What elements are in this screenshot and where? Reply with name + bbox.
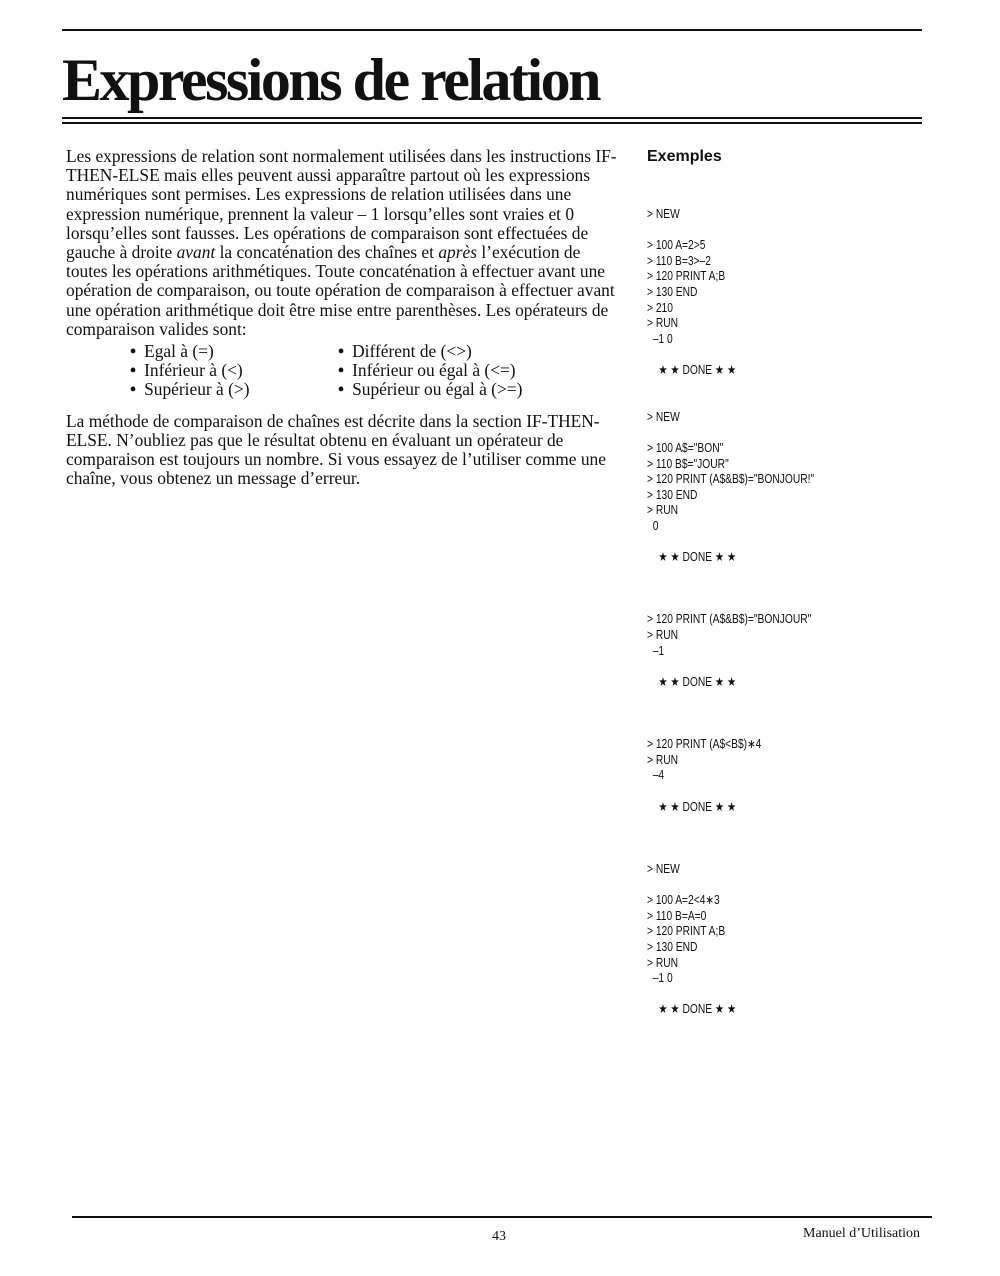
- code-line: –1 0: [647, 971, 673, 986]
- code-line: [647, 784, 885, 800]
- operators-column-right: [338, 342, 522, 400]
- operator-item: • Supérieur à (>): [130, 380, 338, 399]
- code-line: > 120 PRINT (A$&B$)="BONJOUR": [647, 612, 812, 627]
- code-line: [647, 690, 885, 706]
- code-line: > 130 END: [647, 284, 698, 299]
- code-line: > 100 A=2<4∗3: [647, 893, 720, 908]
- code-line: [647, 706, 885, 722]
- code-line: [647, 425, 885, 441]
- top-rule: [62, 29, 922, 31]
- operator-item: • Inférieur ou égal à (<=): [338, 361, 522, 380]
- code-line: ★ ★ DONE ★ ★: [647, 674, 737, 689]
- code-line: > RUN: [647, 752, 679, 767]
- code-line: > 130 END: [647, 939, 698, 954]
- operators-list: [66, 342, 626, 400]
- code-line: > NEW: [647, 409, 680, 424]
- code-line: > 110 B=A=0: [647, 908, 707, 923]
- code-line: [647, 566, 885, 582]
- page-title: Expressions de relation: [62, 47, 600, 113]
- code-line: [647, 597, 885, 613]
- code-line: > 120 PRINT (A$&B$)="BONJOUR!": [647, 472, 815, 487]
- intro-text-c: l’exécution de toutes les opérations arithmétiques. Toute concaténation à effectuer avant une opération de comparaison, ou toute opération de comparaison à effectuer avant une opération arithmétique doit être mise entre parenthèses. Les opérateurs de comparaison valides sont:: [66, 242, 615, 339]
- code-line: ★ ★ DONE ★ ★: [647, 550, 737, 565]
- code-line: [647, 379, 885, 395]
- code-line: [647, 223, 885, 239]
- code-line: [647, 534, 885, 550]
- code-line: ★ ★ DONE ★ ★: [647, 799, 737, 814]
- code-line: > 110 B=3>–2: [647, 253, 711, 268]
- code-line: > 210: [647, 300, 673, 315]
- code-line: > RUN: [647, 955, 679, 970]
- emphasis-avant: avant: [176, 242, 216, 263]
- code-line: ★ ★ DONE ★ ★: [647, 362, 737, 377]
- footer-rule: [72, 1216, 932, 1218]
- code-line: > 120 PRINT A;B: [647, 924, 726, 939]
- title-double-rule-lower: [62, 122, 922, 124]
- code-line: 0: [647, 518, 659, 533]
- operator-item: • Supérieur ou égal à (>=): [338, 380, 522, 399]
- code-line: [647, 347, 885, 363]
- closing-paragraph: La méthode de comparaison de chaînes est décrite dans la section IF-THEN-ELSE. N’oubliez pas que le résultat obtenu en évaluant un opérateur de comparaison est toujours un nombre. Si vous essayez de l’utiliser comme une chaîne, vous obtenez un message d’erreur.: [66, 410, 606, 489]
- code-line: > 130 END: [647, 487, 698, 502]
- code-line: > 110 B$="JOUR": [647, 456, 729, 471]
- operator-item: • Egal à (=): [130, 342, 338, 361]
- code-line: > 100 A=2>5: [647, 238, 706, 253]
- code-line: [647, 394, 885, 410]
- manual-name: Manuel d’Utilisation: [803, 1226, 921, 1241]
- intro-text-b: la concaténation des chaînes et: [215, 242, 439, 263]
- code-line: > RUN: [647, 503, 679, 518]
- code-line: [647, 878, 885, 894]
- code-line: [647, 831, 885, 847]
- code-line: > RUN: [647, 628, 679, 643]
- operator-item: • Inférieur à (<): [130, 361, 338, 380]
- code-line: > 120 PRINT A;B: [647, 269, 726, 284]
- code-line: [647, 815, 885, 831]
- code-line: > 120 PRINT (A$<B$)∗4: [647, 737, 762, 752]
- page-number: 43: [492, 1229, 506, 1244]
- body-text: [66, 147, 626, 488]
- code-line: –1 0: [647, 331, 673, 346]
- code-line: [647, 987, 885, 1003]
- emphasis-apres: après: [438, 242, 477, 263]
- code-line: > NEW: [647, 207, 680, 221]
- examples-heading: Exemples: [647, 148, 722, 165]
- code-line: [647, 722, 885, 738]
- title-double-rule-upper: [62, 117, 922, 119]
- code-line: > RUN: [647, 316, 679, 331]
- code-line: > 100 A$="BON": [647, 440, 724, 455]
- intro-text-a: Les expressions de relation sont normalement utilisées dans les instructions IF-THEN-ELSE mais elles peuvent aussi apparaître partout où les expressions numériques sont permises. Les expressions de relation utilisées dans une expression numérique, prennent la valeur – 1 lorsqu’elles sont vraies et 0 lorsqu’elles sont fausses. Les opérations de comparaison sont effectuées de gauche à droite: [66, 146, 617, 263]
- operator-item: • Différent de (<>): [338, 342, 522, 361]
- code-line: [647, 581, 885, 597]
- code-line: ★ ★ DONE ★ ★: [647, 1002, 737, 1017]
- code-line: [647, 846, 885, 862]
- code-line: –4: [647, 768, 665, 783]
- intro-paragraph: [66, 147, 626, 339]
- code-line: [647, 659, 885, 675]
- code-examples: [647, 207, 937, 1018]
- operators-column-left: [130, 342, 338, 400]
- code-line: > NEW: [647, 861, 680, 876]
- code-line: –1: [647, 643, 665, 658]
